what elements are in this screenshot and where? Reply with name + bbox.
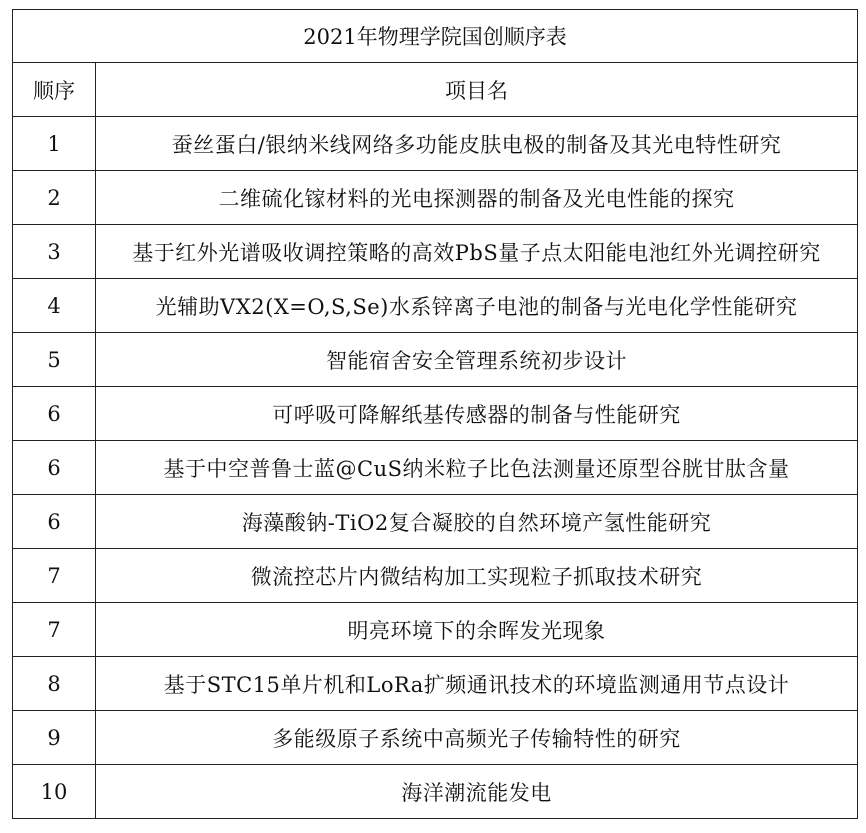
project-name-cell: 基于STC15单片机和LoRa扩频通讯技术的环境监测通用节点设计 (96, 657, 858, 711)
table-row (13, 711, 858, 765)
table-row (13, 603, 858, 657)
table-row (13, 657, 858, 711)
header-row (13, 63, 858, 117)
order-cell: 5 (13, 333, 96, 387)
table-row (13, 549, 858, 603)
column-header-name: 项目名 (96, 63, 858, 117)
order-cell: 6 (13, 495, 96, 549)
order-cell: 9 (13, 711, 96, 765)
order-cell: 8 (13, 657, 96, 711)
order-cell: 6 (13, 441, 96, 495)
project-name-cell: 海洋潮流能发电 (96, 765, 858, 819)
project-order-table (12, 9, 858, 819)
project-name-cell: 光辅助VX2(X=O,S,Se)水系锌离子电池的制备与光电化学性能研究 (96, 279, 858, 333)
column-header-order: 顺序 (13, 63, 96, 117)
order-cell: 7 (13, 603, 96, 657)
order-cell: 10 (13, 765, 96, 819)
project-name-cell: 可呼吸可降解纸基传感器的制备与性能研究 (96, 387, 858, 441)
project-name-cell: 基于中空普鲁士蓝@CuS纳米粒子比色法测量还原型谷胱甘肽含量 (96, 441, 858, 495)
project-name-cell: 智能宿舍安全管理系统初步设计 (96, 333, 858, 387)
project-name-cell: 蚕丝蛋白/银纳米线网络多功能皮肤电极的制备及其光电特性研究 (96, 117, 858, 171)
project-name-cell: 基于红外光谱吸收调控策略的高效PbS量子点太阳能电池红外光调控研究 (96, 225, 858, 279)
project-name-cell: 二维硫化镓材料的光电探测器的制备及光电性能的探究 (96, 171, 858, 225)
table-row (13, 765, 858, 819)
order-cell: 3 (13, 225, 96, 279)
order-cell: 4 (13, 279, 96, 333)
table-row (13, 441, 858, 495)
project-name-cell: 海藻酸钠-TiO2复合凝胶的自然环境产氢性能研究 (96, 495, 858, 549)
order-cell: 2 (13, 171, 96, 225)
table-row (13, 117, 858, 171)
table-row (13, 387, 858, 441)
project-name-cell: 明亮环境下的余晖发光现象 (96, 603, 858, 657)
table-row (13, 495, 858, 549)
project-name-cell: 微流控芯片内微结构加工实现粒子抓取技术研究 (96, 549, 858, 603)
project-name-cell: 多能级原子系统中高频光子传输特性的研究 (96, 711, 858, 765)
order-cell: 7 (13, 549, 96, 603)
table-title: 2021年物理学院国创顺序表 (13, 10, 858, 63)
table-row (13, 279, 858, 333)
order-cell: 1 (13, 117, 96, 171)
order-cell: 6 (13, 387, 96, 441)
title-row (13, 10, 858, 63)
table-row (13, 333, 858, 387)
table-row (13, 171, 858, 225)
table-row (13, 225, 858, 279)
